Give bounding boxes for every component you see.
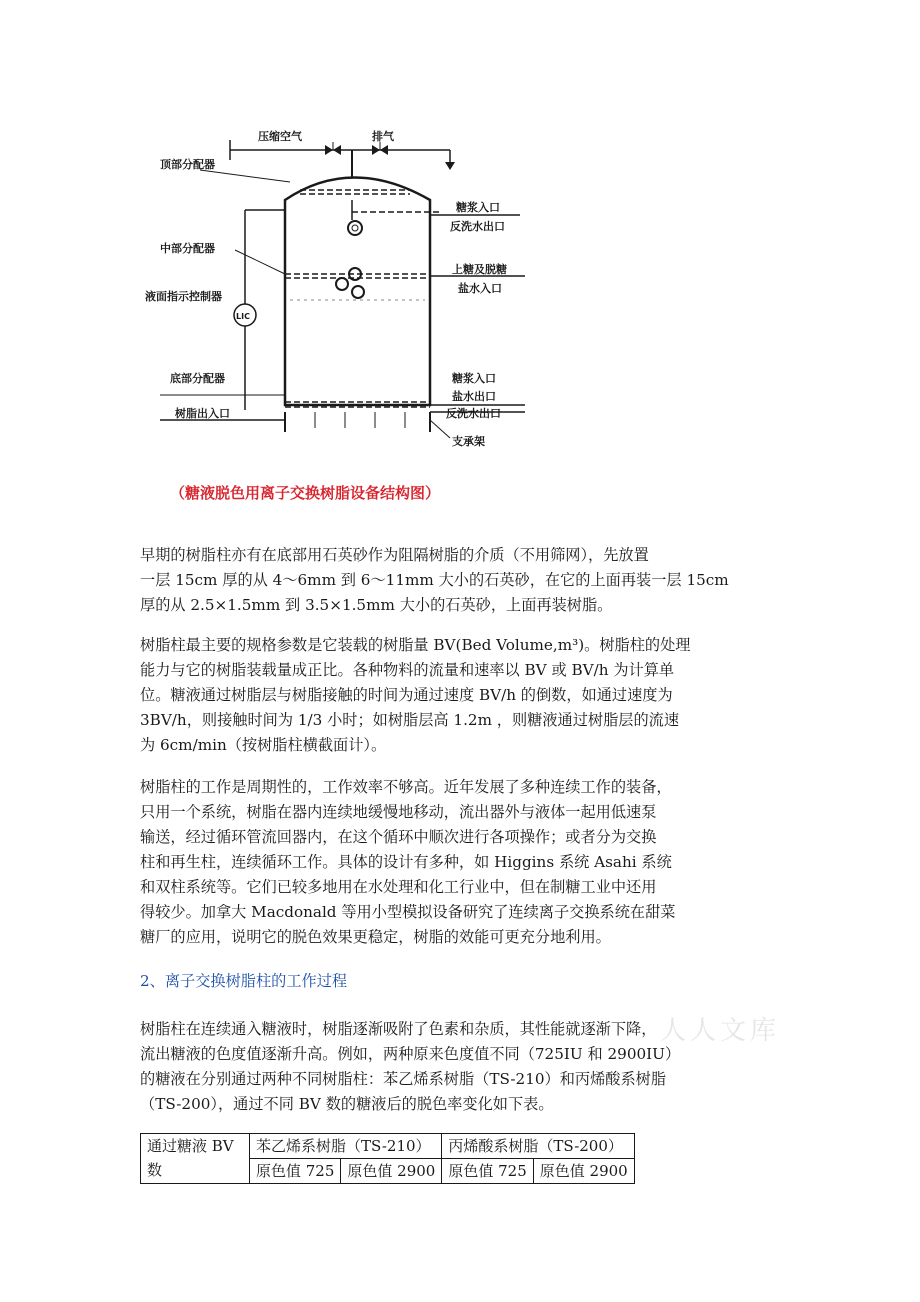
paragraph-line: 树脂柱最主要的规格参数是它装载的树脂量 BV(Bed Volume,m³)。树脂柱的处理 [140,636,691,654]
diagram-figure [140,120,540,510]
label-level-controller: 液面指示控制器 [145,290,222,303]
paragraph-line: 树脂柱在连续通入糖液时，树脂逐渐吸附了色素和杂质，其性能就逐渐下降， [140,1020,657,1038]
label-compressed-air: 压缩空气 [258,130,302,143]
paragraph-line: 得较少。加拿大 Macdonald 等用小型模拟设备研究了连续离子交换系统在甜菜 [140,903,676,921]
label-middle-distributor: 中部分配器 [160,242,215,255]
paragraph-line: 柱和再生柱，连续循环工作。具体的设计有多种，如 Higgins 系统 Asahi 系统 [140,853,672,871]
table-corner-cell [141,1134,250,1184]
paragraph-line: 和双柱系统等。它们已较多地用在水处理和化工行业中，但在制糖工业中还用 [140,878,657,896]
label-brine-inlet: 盐水入口 [458,282,502,295]
label-bottom-distributor: 底部分配器 [170,372,225,385]
sub-header: 原色值 2900 [533,1159,634,1184]
group-header-ts200: 丙烯酸系树脂（TS-200） [442,1134,634,1159]
corner-line-1: 通过糖液 BV [147,1137,234,1155]
label-syrup-inlet-top: 糖浆入口 [456,201,500,214]
paragraph-line: 输送，经过循环管流回器内，在这个循环中顺次进行各项操作；或者分为交换 [140,828,657,846]
paragraph-line: 一层 15cm 厚的从 4～6mm 到 6～11mm 大小的石英砂，在它的上面再装一层 15cm [140,571,729,589]
label-sugar-desugar: 上糖及脱糖 [452,263,507,276]
label-top-distributor: 顶部分配器 [160,158,215,171]
diagram-caption: （糖液脱色用离子交换树脂设备结构图） [170,484,441,502]
lic-text: LIC [236,312,250,321]
paragraph-3 [140,775,780,950]
label-support: 支承架 [452,435,485,448]
table-row [141,1134,635,1159]
paragraph-line: 能力与它的树脂装载量成正比。各种物料的流量和速率以 BV 或 BV/h 为计算单 [140,661,675,679]
watermark: 人人文库 [660,1016,781,1046]
paragraph-line: 糖厂的应用，说明它的脱色效果更稳定，树脂的效能可更充分地利用。 [140,928,611,946]
label-backwash-outlet-bottom: 反洗水出口 [446,407,501,420]
paragraph-line: 位。糖液通过树脂层与树脂接触的时间为通过速度 BV/h 的倒数，如通过速度为 [140,686,673,704]
label-backwash-outlet-top: 反洗水出口 [450,220,505,233]
sub-header: 原色值 725 [250,1159,341,1184]
paragraph-line: 的糖液在分别通过两种不同树脂柱：苯乙烯系树脂（TS-210）和丙烯酸系树脂 [140,1070,667,1088]
paragraph-line: 厚的从 2.5×1.5mm 到 3.5×1.5mm 大小的石英砂，上面再装树脂。 [140,596,613,614]
paragraph-line: （TS-200），通过不同 BV 数的糖液后的脱色率变化如下表。 [140,1095,554,1113]
paragraph-line: 3BV/h，则接触时间为 1/3 小时；如树脂层高 1.2m ，则糖液通过树脂层的流速 [140,711,680,729]
label-resin-port: 树脂出入口 [175,407,230,420]
paragraph-line: 流出糖液的色度值逐渐升高。例如，两种原来色度值不同（725IU 和 2900IU） [140,1045,681,1063]
sub-header: 原色值 2900 [341,1159,442,1184]
label-brine-outlet: 盐水出口 [452,390,496,403]
paragraph-line: 树脂柱的工作是周期性的，工作效率不够高。近年发展了多种连续工作的装备， [140,778,672,796]
decolorization-table [140,1133,635,1184]
paragraph-line: 只用一个系统，树脂在器内连续地缓慢地移动，流出器外与液体一起用低速泵 [140,803,657,821]
section-title: 2、离子交换树脂柱的工作过程 [140,972,348,990]
resin-column-diagram [140,120,540,510]
paragraph-line: 为 6cm/min（按树脂柱横截面计）。 [140,736,387,754]
paragraph-1 [140,543,780,618]
group-header-ts210: 苯乙烯系树脂（TS-210） [250,1134,442,1159]
paragraph-line: 早期的树脂柱亦有在底部用石英砂作为阻隔树脂的介质（不用筛网），先放置 [140,546,649,564]
sub-header: 原色值 725 [442,1159,533,1184]
paragraph-2 [140,633,780,758]
label-exhaust: 排气 [372,130,394,143]
corner-line-2: 数 [147,1161,163,1179]
label-syrup-inlet-bottom: 糖浆入口 [452,372,496,385]
